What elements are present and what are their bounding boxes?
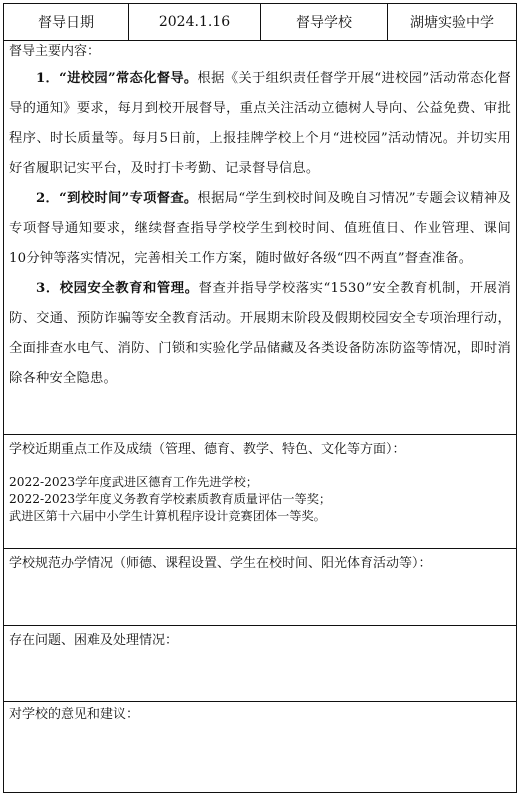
item-1-number: 1． xyxy=(36,71,60,86)
problems-section xyxy=(4,626,516,702)
content-item-1 xyxy=(9,64,511,184)
problems-title: 存在问题、困难及处理情况： xyxy=(9,633,179,648)
suggestions-section xyxy=(4,702,516,792)
main-content-title: 督导主要内容： xyxy=(9,44,101,59)
item-1-body: 根据《关于组织责任督学开展“进校园”活动常态化督导的通知》要求，每月到校开展督导，重点关注活动立德树人导向、公益免费、审批程序、时长质量等。每月5日前，上报挂牌学校上个月“进校园”活动情况。并切实用好省履职记实平台，及时打卡考勤、记录督导信息。 xyxy=(9,71,511,176)
achievement-line: 2022-2023学年度武进区德育工作先进学校； xyxy=(9,475,258,489)
item-2-number: 2． xyxy=(36,191,60,206)
achievements-title: 学校近期重点工作及成绩（管理、德育、教学、特色、文化等方面）： xyxy=(9,442,406,457)
achievements-section xyxy=(4,435,516,549)
achievements-list xyxy=(4,474,516,525)
standard-running-title: 学校规范办学情况（师德、课程设置、学生在校时间、阳光体育活动等）： xyxy=(9,556,432,571)
school-label: 督导学校 xyxy=(261,4,388,40)
content-item-3 xyxy=(9,274,511,394)
item-2-heading: “到校时间”专项督查。 xyxy=(59,191,198,206)
achievement-line: 武进区第十六届中小学生计算机程序设计竞赛团体一等奖。 xyxy=(9,509,326,523)
content-item-2 xyxy=(9,184,511,274)
school-value: 湖塘实验中学 xyxy=(410,15,494,31)
item-3-number: 3． xyxy=(36,281,60,296)
item-1-heading: “进校园”常态化督导。 xyxy=(59,71,198,86)
header-row xyxy=(4,4,516,41)
suggestions-title: 对学校的意见和建议： xyxy=(9,707,140,722)
main-content-section xyxy=(4,40,516,435)
item-3-body: 督查并指导学校落实“1530”安全教育机制，开展消防、交通、预防诈骗等安全教育活动。开展期末阶段及假期校园安全专项治理行动，全面排查水电气、消防、门锁和实验化学品储藏及各类设备防冻防盗等情况，即时消除各种安全隐患。 xyxy=(9,281,512,386)
supervision-form xyxy=(3,3,517,793)
standard-running-section xyxy=(4,549,516,626)
achievement-line: 2022-2023学年度义务教育学校素质教育质量评估一等奖； xyxy=(9,492,332,506)
item-2-body: 根据局“学生到校时间及晚自习情况”专题会议精神及专项督导通知要求，继续督查指导学校学生到校时间、值班值日、作业管理、课间10分钟等落实情况，完善相关工作方案，随时做好各级“四不两直”督查准备。 xyxy=(9,191,511,266)
date-value: 2024.1.16 xyxy=(129,4,261,40)
date-label: 督导日期 xyxy=(4,4,129,40)
item-3-heading: 校园安全教育和管理。 xyxy=(59,281,199,296)
